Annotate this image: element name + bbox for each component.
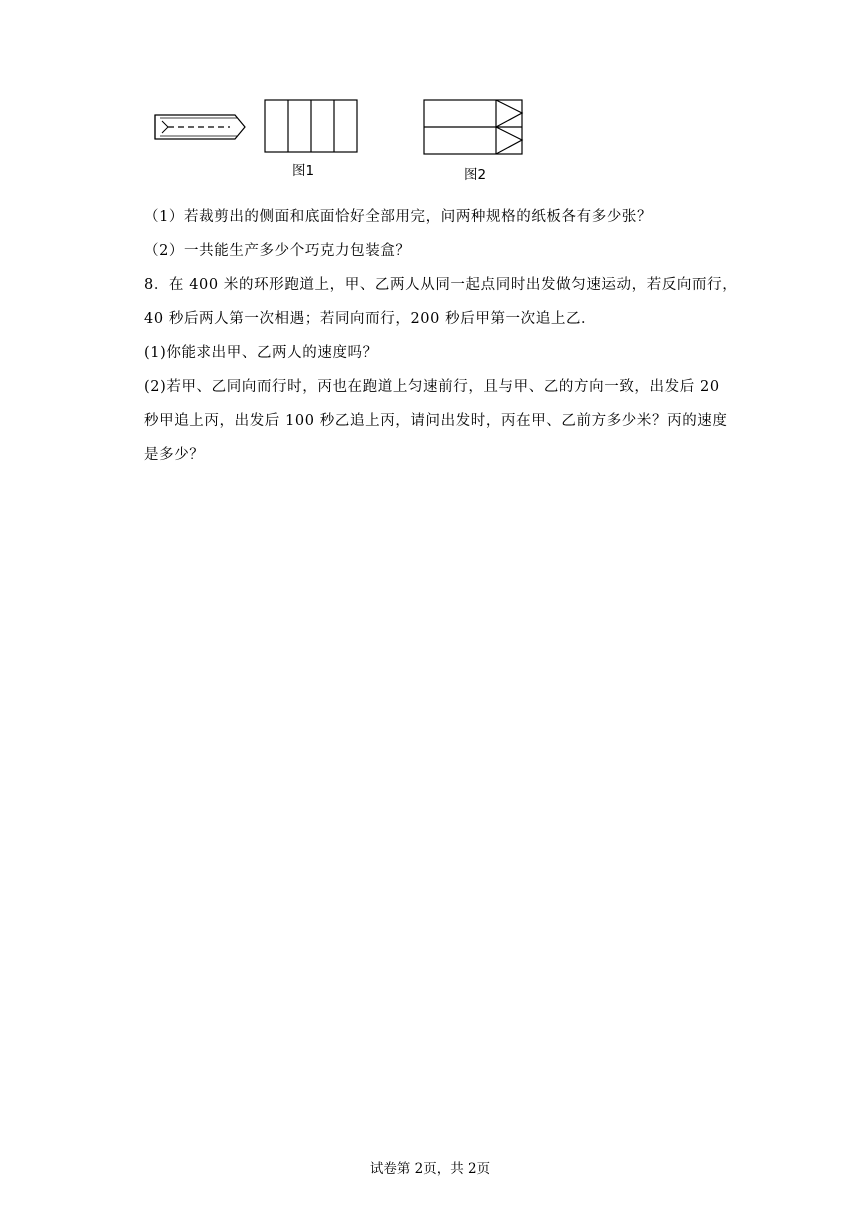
problem-7-question-2: （2）一共能生产多少个巧克力包装盒？ <box>144 243 411 259</box>
problem-7-question-1: （1）若裁剪出的侧面和底面恰好全部用完，问两种规格的纸板各有多少张？ <box>144 209 653 225</box>
figure-group <box>150 95 540 190</box>
figure-drawings <box>150 95 540 190</box>
problem-8-question-1: (1)你能求出甲、乙两人的速度吗？ <box>144 345 378 361</box>
problem-8-question-2-line-3: 是多少？ <box>144 447 205 463</box>
page-footer: 试卷第 2页，共 2页 <box>369 1161 491 1177</box>
figure-1-label: 图1 <box>292 163 315 179</box>
problem-8-stem-line-2: 40 秒后两人第一次相遇；若同向而行，200 秒后甲第一次追上乙． <box>144 311 597 327</box>
problem-8-stem-line-1: 8．在 400 米的环形跑道上，甲、乙两人从同一起点同时出发做匀速运动，若反向而行， <box>144 277 738 293</box>
problem-8-question-2-line-2: 秒甲追上丙，出发后 100 秒乙追上丙，请问出发时，丙在甲、乙前方多少米？丙的速度 <box>144 413 728 429</box>
figure-1-drawing <box>265 100 357 152</box>
figure-2-drawing <box>424 100 522 154</box>
prism-box-drawing <box>155 115 245 139</box>
problem-8-question-2-line-1: (2)若甲、乙同向而行时，丙也在跑道上匀速前行，且与甲、乙的方向一致，出发后 20 <box>144 379 720 395</box>
figure-2-label: 图2 <box>464 167 487 183</box>
